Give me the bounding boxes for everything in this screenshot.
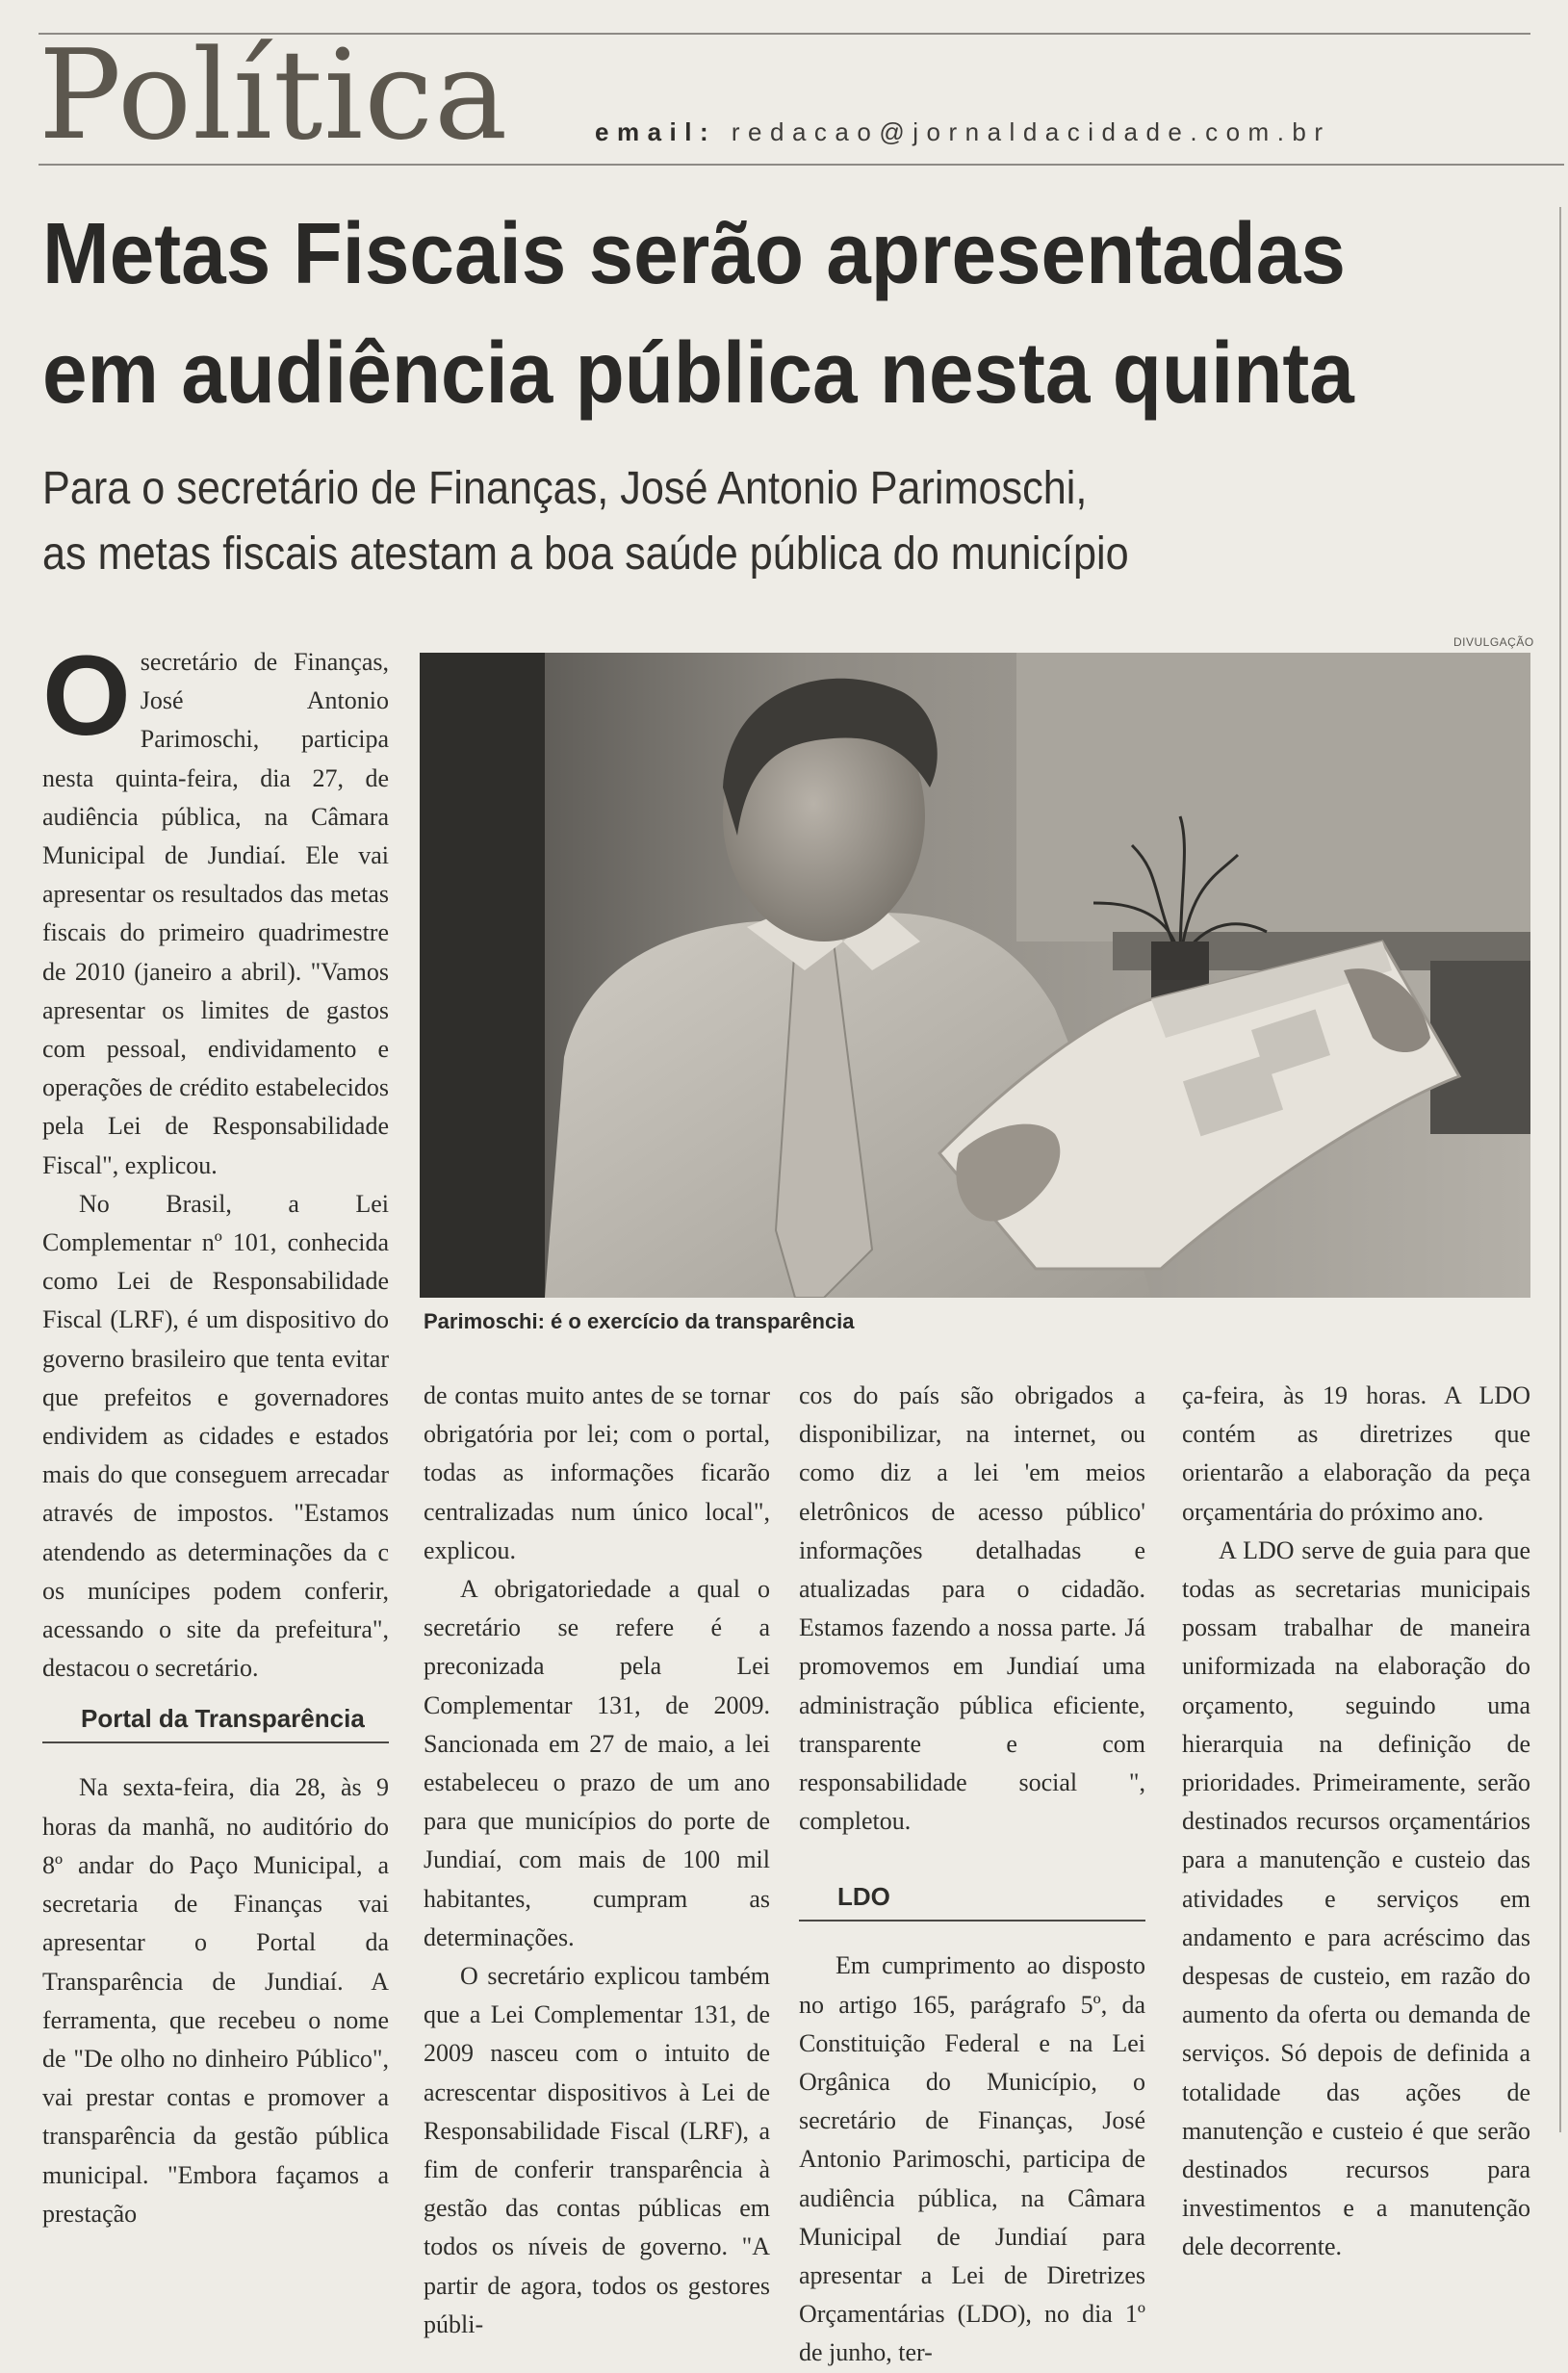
photo-credit: DIVULGAÇÃO [1453,635,1534,649]
headline [42,194,1439,433]
section-title: Política [39,24,509,168]
subtitle-portal-transparencia: Portal da Transparência [42,1701,389,1743]
column-4 [1182,1377,1530,2267]
column-2 [424,1377,770,2344]
email-label: email: [595,117,717,146]
right-column-rule [1559,207,1561,2132]
paragraph-9: ça-feira, às 19 horas. A LDO contém as diretrizes que orientarão a elaboração da peça orçamentária do próximo ano. [1182,1381,1530,1526]
paragraph-1 [42,632,389,1185]
subheadline-line-1: Para o secretário de Finanças, José Antonio Parimoschi, [42,463,1088,514]
email-line [595,117,1331,147]
headline-line-2: em audiência pública nesta quinta [42,325,1354,422]
email-address: redacao@jornaldacidade.com.br [731,117,1331,146]
paragraph-3: Na sexta-feira, dia 28, às 9 horas da manhã, no auditório do 8º andar do Paço Municipal, a secretaria de Finanças vai apresentar o Portal da Transparência de Jundiaí. A ferramenta, que recebeu o nome de "De olho no dinheiro Público", vai prestar contas e promover a transparência da gestão pública municipal. "Embora façamos a prestação [42,1773,389,2228]
drop-cap: O [42,632,131,760]
paragraph-2: No Brasil, a Lei Complementar nº 101, conhecida como Lei de Responsabilidade Fiscal (LRF), é um dispositivo do governo brasileiro que tenta evitar que prefeitos e governadores endividem as cidades e estados mais do que conseguem arrecadar através de impostos. "Estamos atendendo as determinações da c os munícipes podem conferir, acessando o site da prefeitura", destacou o secretário. [42,1189,389,1683]
paragraph-1-text: secretário de Finanças, José Antonio Parimoschi, participa nesta quinta-feira, dia 27, de audiência pública, na Câmara Municipal de Jundiaí. Ele vai apresentar os resultados das metas fiscais do primeiro quadrimestre de 2010 (janeiro a abril). "Vamos apresentar os limites de gastos com pessoal, endividamento e operações de crédito estabelecidos pela Lei de Responsabilidade Fiscal", explicou. [42,648,389,1179]
section-rule [39,164,1564,166]
paragraph-8: Em cumprimento ao disposto no artigo 165, parágrafo 5º, da Constituição Federal e na Lei Orgânica do Município, o secretário de Finanças, José Antonio Parimoschi, participa de audiência pública, na Câmara Municipal de Jundiaí para apresentar a Lei de Diretrizes Orçamentárias (LDO), no dia 1º de junho, ter- [799,1951,1145,2367]
article-photo [420,653,1530,1298]
subtitle-ldo: LDO [799,1879,1145,1922]
paragraph-10: A LDO serve de guia para que todas as secretarias municipais possam trabalhar de maneira uniformizada na elaboração do orçamento, seguindo uma hierarquia na definição de prioridades. Primeiramente, serão destinados recursos orçamentários para a manutenção e custeio das atividades e serviços em andamento e para acréscimo das despesas de custeio, em razão do aumento da oferta ou demanda de serviços. Só depois de definida a totalidade das ações de manutenção e custeio é que serão destinados recursos para investimentos e a manutenção dele decorrente. [1182,1535,1530,2261]
paragraph-5: A obrigatoriedade a qual o secretário se refere é a preconizada pela Lei Complementar 131, de 2009. Sancionada em 27 de maio, a lei estabeleceu o prazo de um ano para que municípios do porte de Jundiaí, com mais de 100 mil habitantes, cumpram as determinações. [424,1575,770,1951]
photo-illustration [420,653,1530,1298]
paragraph-6: O secretário explicou também que a Lei Complementar 131, de 2009 nasceu com o intuito de acrescentar dispositivos à Lei de Responsabilidade Fiscal (LRF), a fim de conferir transparência à gestão das contas públicas em todos os níveis de governo. "A partir de agora, todos os gestores públi- [424,1962,770,2338]
column-3 [799,1377,1145,2373]
subheadline [42,456,1394,587]
paragraph-4: de contas muito antes de se tornar obrigatória por lei; com o portal, todas as informações ficarão centralizadas num único local", explicou. [424,1381,770,1564]
subheadline-line-2: as metas fiscais atestam a boa saúde pública do município [42,529,1129,580]
headline-line-1: Metas Fiscais serão apresentadas [42,206,1346,302]
photo-caption: Parimoschi: é o exercício da transparência [424,1309,855,1333]
paragraph-7: cos do país são obrigados a disponibilizar, na internet, ou como diz a lei 'em meios eletrônicos de acesso público' informações detalhadas e atualizadas para o cidadão. Estamos fazendo a nossa parte. Já promovemos em Jundiaí uma administração pública eficiente, transparente e com responsabilidade social ", completou. [799,1381,1145,1836]
column-1 [42,632,389,2233]
